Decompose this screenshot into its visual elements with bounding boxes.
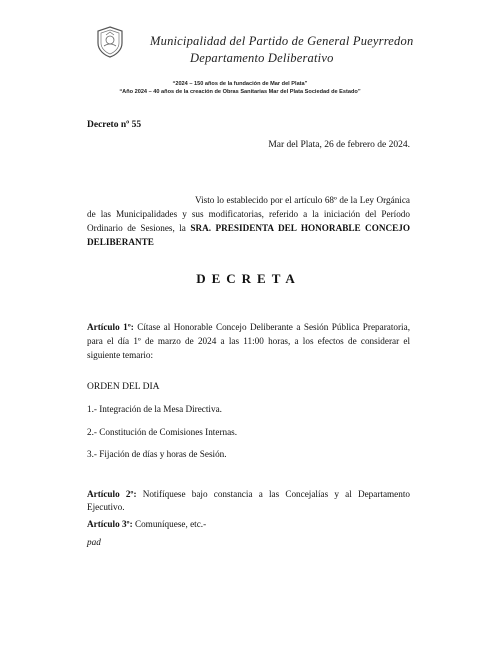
- article-3-label: Artículo 3º:: [87, 519, 133, 529]
- article-3-text: Comuníquese, etc.-: [132, 519, 207, 529]
- institution-name: Municipalidad del Partido de General Pueyrredon: [150, 34, 414, 48]
- agenda-item: 3.- Fijación de días y horas de Sesión.: [87, 449, 227, 459]
- article-2-label: Artículo 2º:: [87, 489, 137, 499]
- author-initials: pad: [87, 537, 101, 547]
- decreta-heading: DECRETA: [196, 271, 301, 286]
- motto-line-1: “2024 – 150 años de la fundación de Mar del Plata”: [172, 81, 308, 87]
- agenda-title: ORDEN DEL DIA: [87, 382, 160, 392]
- article-2-text: Notifíquese bajo constancia a las Concejalías y al Departamento Ejecutivo.: [87, 489, 410, 512]
- visto-bold-text: SRA. PRESIDENTA DEL HONORABLE CONCEJO DELIBERANTE: [87, 223, 410, 247]
- motto-line-2: “Año 2024 – 40 años de la creación de Obras Sanitarias Mar del Plata Sociedad de Estado”: [119, 89, 361, 95]
- agenda-item: 2.- Constitución de Comisiones Internas.: [87, 427, 238, 437]
- article-1: [87, 320, 410, 362]
- visto-paragraph: [87, 193, 410, 249]
- agenda-item: 1.- Integración de la Mesa Directiva.: [87, 404, 222, 414]
- article-1-text: Cítase al Honorable Concejo Deliberante a Sesión Pública Preparatoria, para el día 1º de marzo de 2024 a las 11:00 horas, a los efectos de considerar el siguiente temario:: [87, 322, 410, 360]
- visto-text: Visto lo establecido por el artículo 68º de la Ley Orgánica de las Municipalidades y sus modificatorias, referido a la iniciación del Período Ordinario de Sesiones, la: [87, 195, 410, 233]
- department-name: Departamento Deliberativo: [190, 51, 334, 65]
- article-2: [87, 488, 410, 514]
- decree-number: Decreto nº 55: [87, 120, 142, 130]
- article-1-label: Artículo 1º:: [87, 322, 134, 332]
- municipal-seal-icon: [96, 26, 124, 58]
- article-3: [87, 519, 206, 529]
- place-date: Mar del Plata, 26 de febrero de 2024.: [268, 140, 410, 150]
